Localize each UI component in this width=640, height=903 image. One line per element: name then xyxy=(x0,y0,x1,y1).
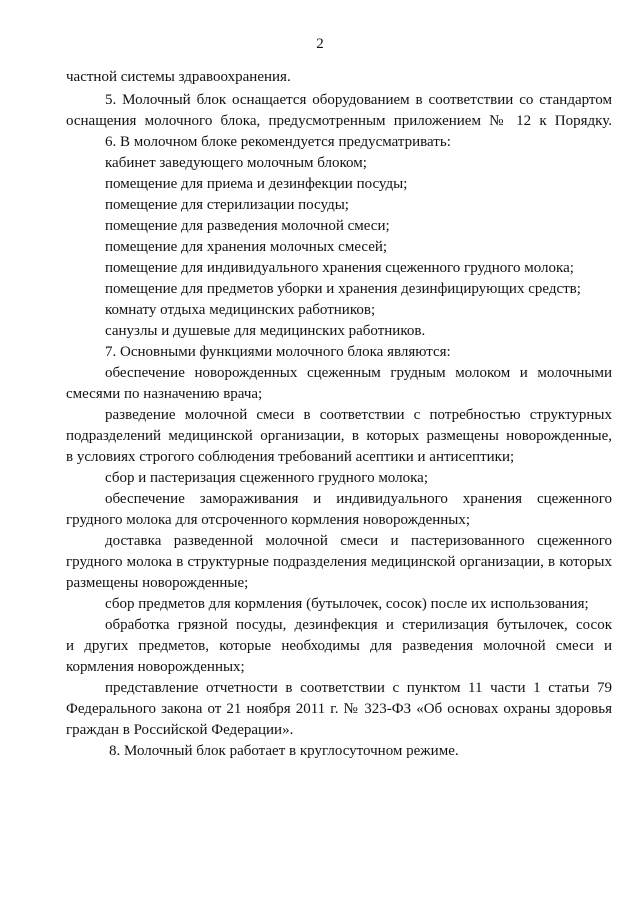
text-line-content: частной системы здравоохранения. xyxy=(66,69,291,85)
text-line-content: сбор и пастеризация сцеженного грудного молока; xyxy=(105,470,428,486)
text-line-content: грудного молока в структурные подразделения медицинской организации, в которых xyxy=(66,554,612,570)
page-number: 2 xyxy=(316,36,324,52)
text-line-content: подразделений медицинской организации, в которых размещены новорожденные, xyxy=(66,428,612,444)
text-line-content: помещение для хранения молочных смесей; xyxy=(105,239,388,255)
text-line-content: помещение для индивидуального хранения сцеженного грудного молока; xyxy=(105,260,574,276)
text-line-content: смесями по назначению врача; xyxy=(66,386,263,402)
text-line-content: Федерального закона от 21 ноября 2011 г. № 323-ФЗ «Об основах охраны здоровья xyxy=(66,701,612,717)
text-line-content: обработка грязной посуды, дезинфекция и стерилизация бутылочек, сосок xyxy=(105,617,612,633)
text-line-content: обеспечение замораживания и индивидуального хранения сцеженного xyxy=(105,491,612,507)
text-line-content: представление отчетности в соответствии с пунктом 11 части 1 статьи 79 xyxy=(105,680,612,696)
text-line-content: кабинет заведующего молочным блоком; xyxy=(105,155,367,171)
text-line-content: 8. Молочный блок работает в круглосуточном режиме. xyxy=(109,743,459,759)
text-line-content: кормления новорожденных; xyxy=(66,659,245,675)
text-line-content: оснащения молочного блока, предусмотренным приложением № 12 к Порядку. xyxy=(66,113,612,129)
text-line-content: 7. Основными функциями молочного блока являются: xyxy=(105,344,451,360)
text-line-content: помещение для разведения молочной смеси; xyxy=(105,218,390,234)
text-line-content: разведение молочной смеси в соответствии с потребностью структурных xyxy=(105,407,612,423)
text-line-content: граждан в Российской Федерации». xyxy=(66,722,294,738)
text-line-content: помещение для стерилизации посуды; xyxy=(105,197,349,213)
text-line-content: доставка разведенной молочной смеси и пастеризованного сцеженного xyxy=(105,533,612,549)
text-line-content: 6. В молочном блоке рекомендуется предусматривать: xyxy=(105,134,451,150)
text-line-content: санузлы и душевые для медицинских работников. xyxy=(105,323,426,339)
text-line-content: в условиях строгого соблюдения требований асептики и антисептики; xyxy=(66,449,515,465)
text-line-content: 5. Молочный блок оснащается оборудованием в соответствии со стандартом xyxy=(105,92,612,108)
text-line-content: помещение для приема и дезинфекции посуды; xyxy=(105,176,408,192)
text-line-content: и других предметов, которые необходимы для разведения молочной смеси и xyxy=(66,638,612,654)
text-line-content: обеспечение новорожденных сцеженным грудным молоком и молочными xyxy=(105,365,612,381)
text-line-content: грудного молока для отсроченного кормления новорожденных; xyxy=(66,512,471,528)
text-line-content: размещены новорожденные; xyxy=(66,575,249,591)
text-line-content: сбор предметов для кормления (бутылочек, сосок) после их использования; xyxy=(105,596,589,612)
text-line-content: помещение для предметов уборки и хранения дезинфицирующих средств; xyxy=(105,281,581,297)
text-line-content: комнату отдыха медицинских работников; xyxy=(105,302,376,318)
